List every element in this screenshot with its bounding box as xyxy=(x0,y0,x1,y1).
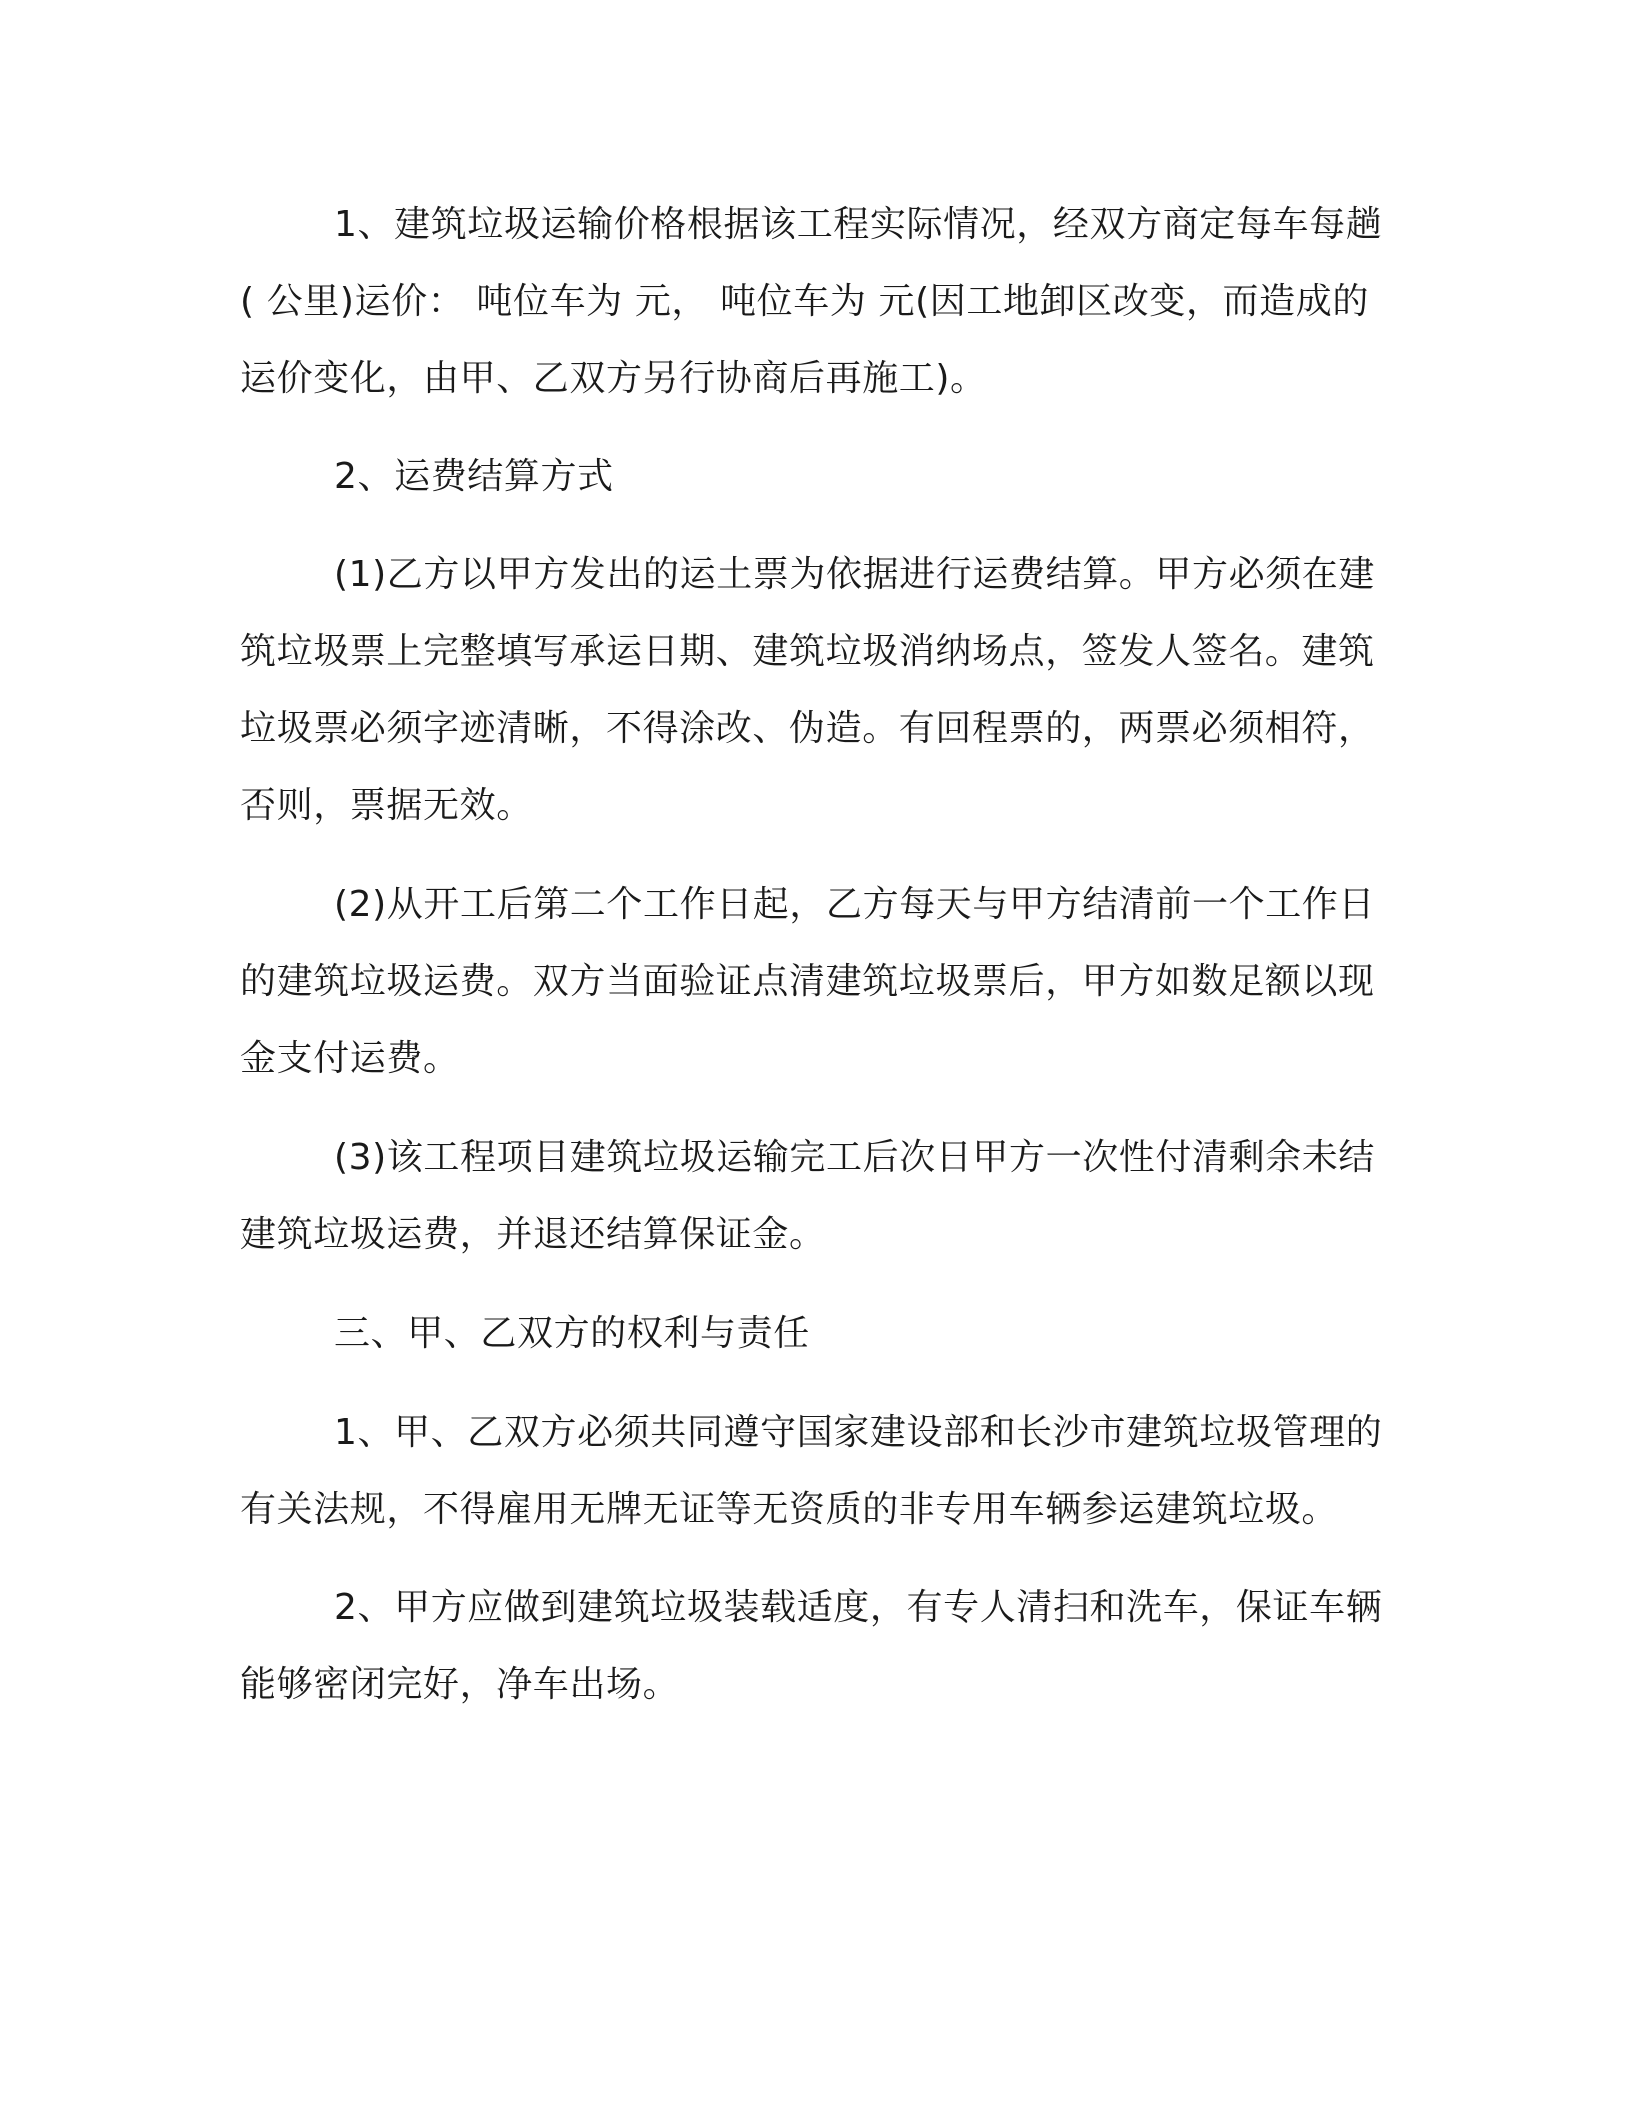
heading-settlement-method: 2、运费结算方式 xyxy=(334,456,614,497)
paragraph-daily-settlement: (2)从开工后第二个工作日起，乙方每天与甲方结清前一个工作日的建筑垃圾运费。双方当面验证点清建筑垃圾票后，甲方如数足额以现金支付运费。 xyxy=(240,884,1375,1079)
paragraph-compliance-text: 1、甲、乙双方必须共同遵守国家建设部和长沙市建筑垃圾管理的有关法规，不得雇用无牌无证等无资质的非专用车辆参运建筑垃圾。 xyxy=(240,1412,1383,1530)
document-body xyxy=(240,186,1390,1745)
paragraph-final-settlement: (3)该工程项目建筑垃圾运输完工后次日甲方一次性付清剩余未结建筑垃圾运费，并退还结算保证金。 xyxy=(240,1137,1375,1255)
paragraph-settlement-tickets: (1)乙方以甲方发出的运土票为依据进行运费结算。甲方必须在建筑垃圾票上完整填写承运日期、建筑垃圾消纳场点，签发人签名。建筑垃圾票必须字迹清晰，不得涂改、伪造。有回程票的，两票必须相符，否则，票据无效。 xyxy=(240,554,1375,826)
paragraph-transport-price: 1、建筑垃圾运输价格根据该工程实际情况，经双方商定每车每趟( 公里)运价： 吨位车为 元， 吨位车为 元(因工地卸区改变，而造成的运价变化，由甲、乙双方另行协商后再施工)。 xyxy=(240,204,1383,399)
paragraph-loading-cleaning: 2、甲方应做到建筑垃圾装载适度，有专人清扫和洗车，保证车辆能够密闭完好，净车出场。 xyxy=(240,1587,1383,1705)
paragraph-compliance xyxy=(240,1394,1390,1548)
heading-rights-responsibilities: 三、甲、乙双方的权利与责任 xyxy=(334,1313,810,1354)
